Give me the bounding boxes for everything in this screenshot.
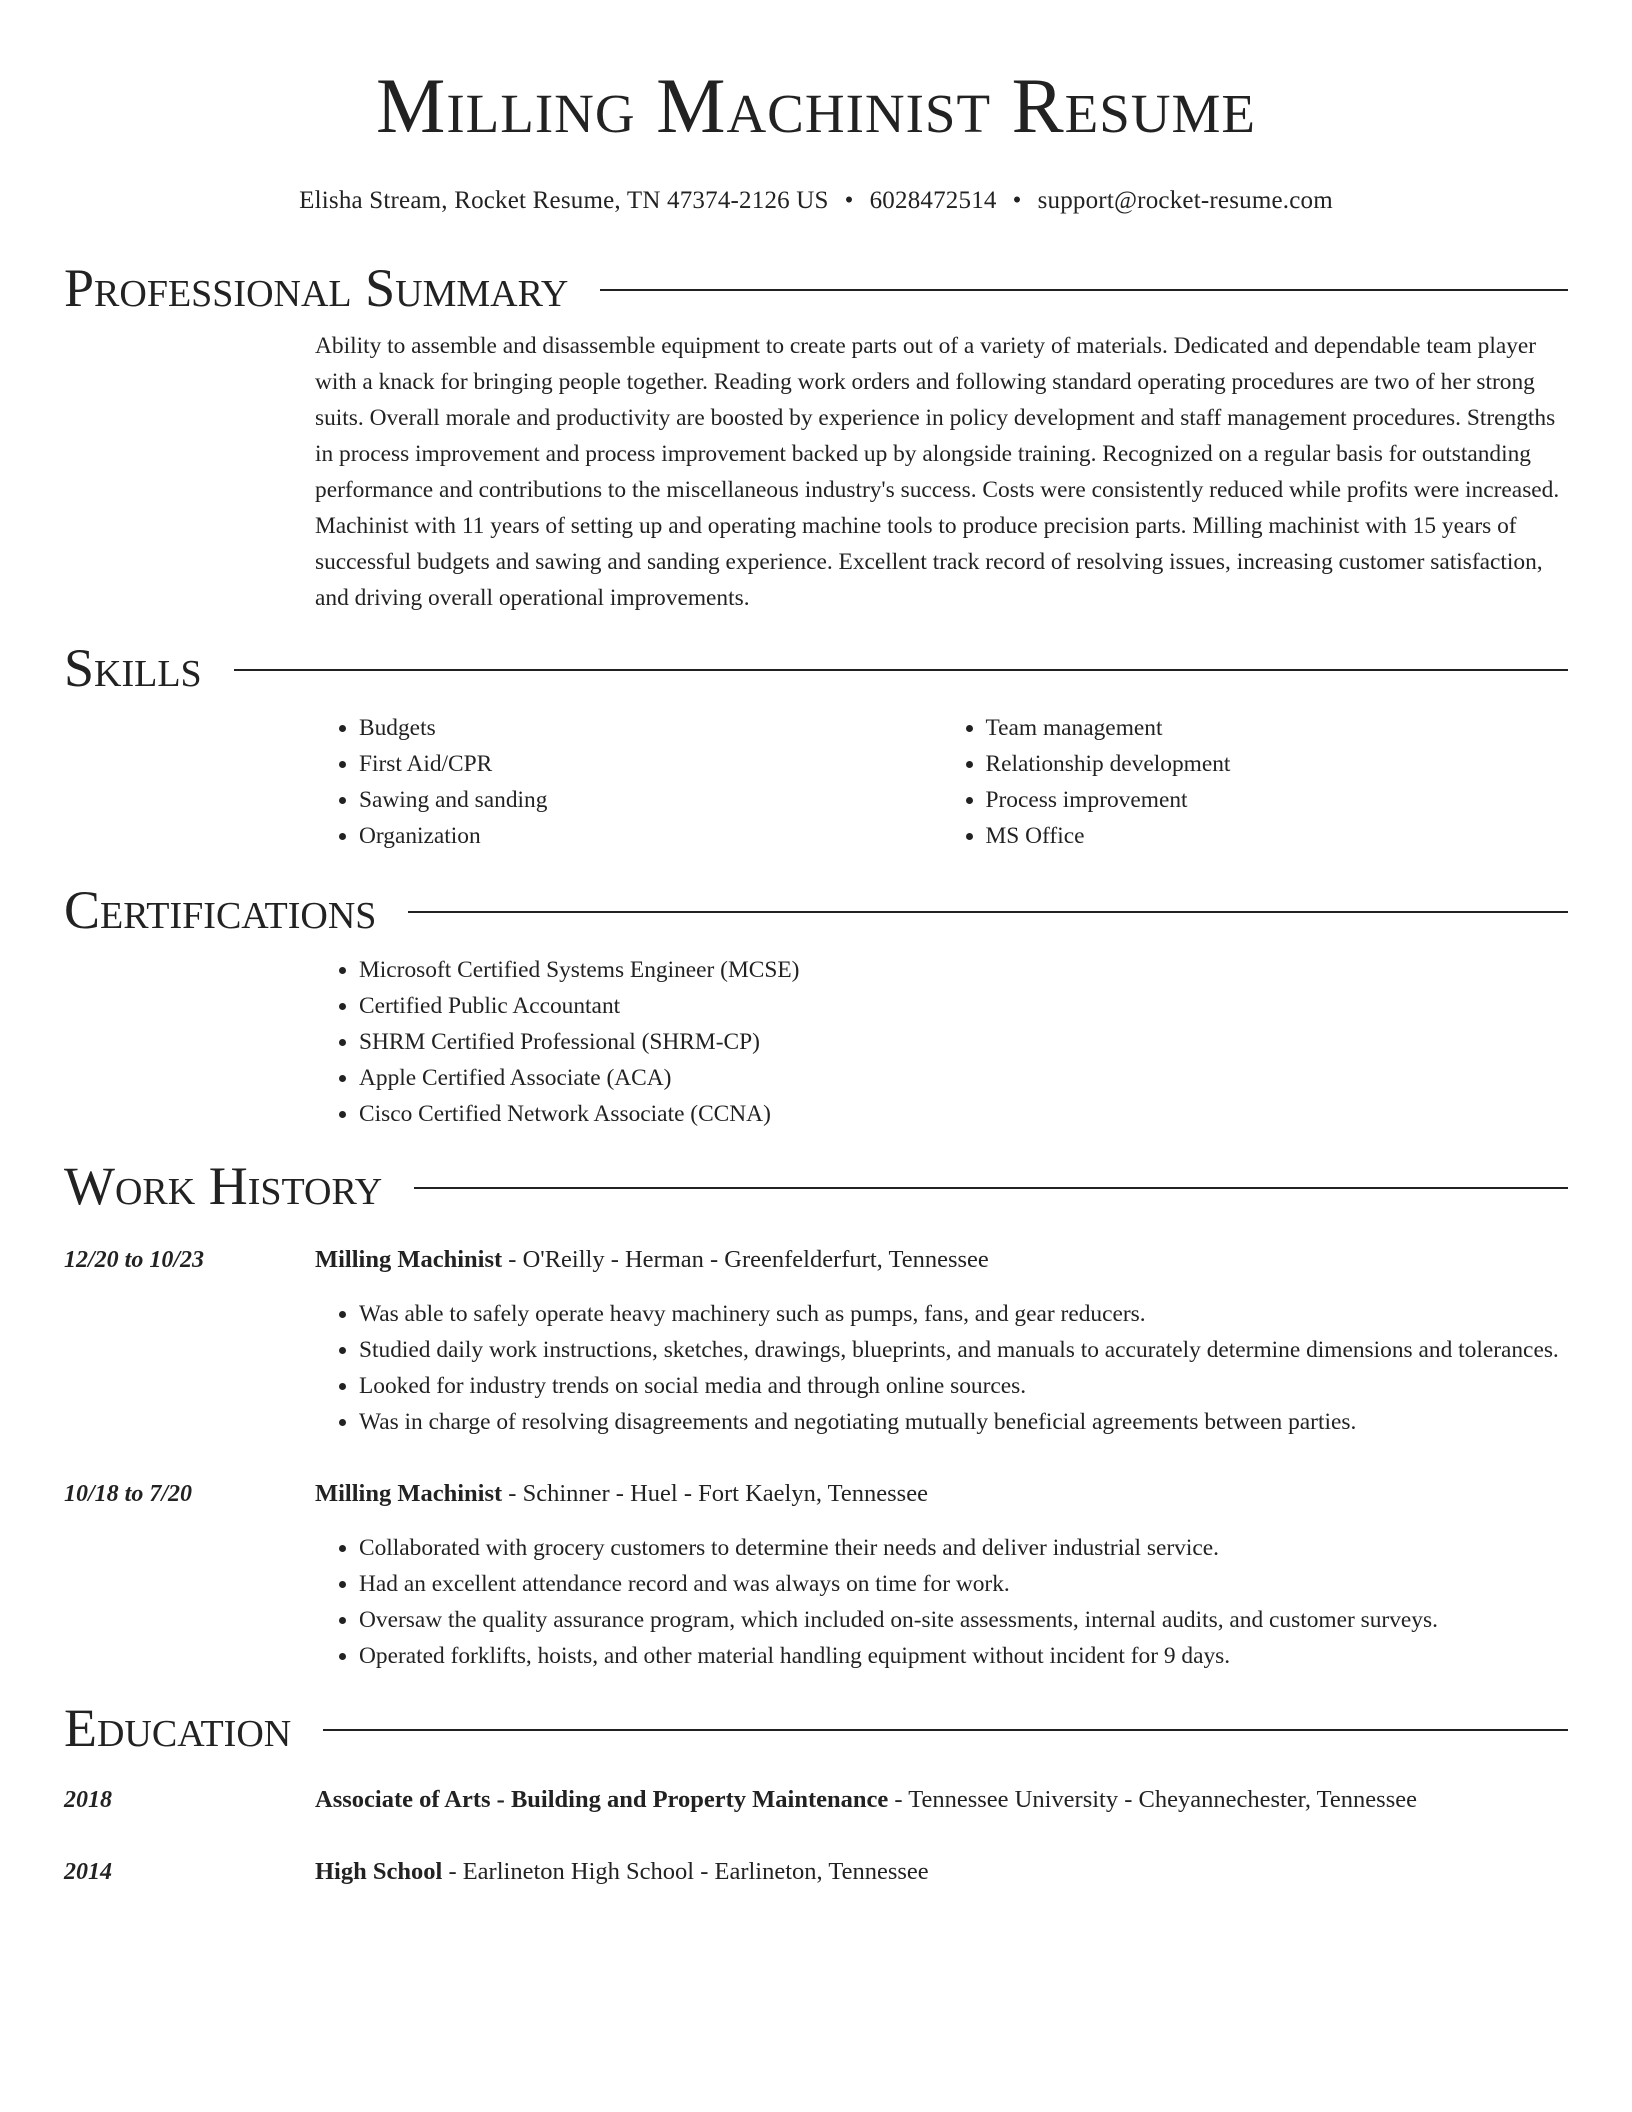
certifications-heading: Certifications bbox=[64, 880, 377, 940]
education-entry bbox=[64, 1854, 1568, 1890]
section-divider bbox=[600, 289, 1568, 291]
skill-item: • Sawing and sanding bbox=[359, 782, 942, 818]
job-details: - O'Reilly - Herman - Greenfelderfurt, Tennessee bbox=[502, 1246, 989, 1273]
work-history-section-header bbox=[64, 1154, 1568, 1218]
certification-item: • Microsoft Certified Systems Engineer (MCSE) bbox=[359, 952, 1568, 988]
contact-separator: • bbox=[844, 187, 854, 214]
resume-title: Milling Machinist Resume bbox=[375, 62, 1257, 149]
certification-item: • SHRM Certified Professional (SHRM-CP) bbox=[359, 1024, 1568, 1060]
contact-email: support@rocket-resume.com bbox=[1037, 187, 1333, 214]
job-bullet: • Collaborated with grocery customers to determine their needs and deliver industrial service. bbox=[359, 1530, 1568, 1566]
summary-section-header bbox=[64, 256, 1568, 320]
certifications-section-header bbox=[64, 878, 1568, 942]
section-divider bbox=[323, 1729, 1568, 1731]
skill-item: • Organization bbox=[359, 818, 942, 854]
job-title-line bbox=[315, 1476, 928, 1512]
job-bullets bbox=[315, 1530, 1568, 1674]
skill-item: • Process improvement bbox=[986, 782, 1569, 818]
contact-separator: • bbox=[1012, 187, 1022, 214]
job-header bbox=[64, 1242, 1568, 1278]
job-bullet: • Operated forklifts, hoists, and other material handling equipment without incident for 9 days. bbox=[359, 1638, 1568, 1674]
job-dates: 12/20 to 10/23 bbox=[64, 1247, 205, 1273]
certification-item: • Cisco Certified Network Associate (CCNA) bbox=[359, 1096, 1568, 1132]
section-divider bbox=[234, 669, 1568, 671]
section-divider bbox=[408, 911, 1568, 913]
skills-heading: Skills bbox=[64, 638, 202, 698]
contact-address: Elisha Stream, Rocket Resume, TN 47374-2126 US bbox=[299, 187, 829, 214]
job-title-line bbox=[315, 1242, 989, 1278]
job-dates: 10/18 to 7/20 bbox=[64, 1481, 193, 1507]
job-bullet: • Was in charge of resolving disagreements and negotiating mutually beneficial agreements between parties. bbox=[359, 1404, 1568, 1440]
skills-grid bbox=[315, 710, 1568, 854]
certification-item: • Apple Certified Associate (ACA) bbox=[359, 1060, 1568, 1096]
certifications-list bbox=[315, 952, 1568, 1132]
job-bullets bbox=[315, 1296, 1568, 1440]
education-year: 2014 bbox=[64, 1859, 112, 1885]
job-title: Milling Machinist bbox=[315, 1480, 503, 1507]
job-header bbox=[64, 1476, 1568, 1512]
contact-line bbox=[64, 184, 1568, 218]
job-title: Milling Machinist bbox=[315, 1246, 503, 1273]
education-line bbox=[315, 1782, 1417, 1818]
education-year: 2018 bbox=[64, 1787, 112, 1813]
job-entry bbox=[64, 1476, 1568, 1674]
summary-text: Ability to assemble and disassemble equipment to create parts out of a variety of materials. Dedicated and dependable team player with a knack for bringing people together. Reading work orders and following standard operating procedures are two of her strong suits. Overall morale and productivity are boosted by experience in policy development and staff management procedures. Strengths in process improvement and process improvement backed up by alongside training. Recognized on a regular basis for outstanding performance and contributions to the miscellaneous industry's success. Costs were consistently reduced while profits were increased. Machinist with 11 years of setting up and operating machine tools to produce precision parts. Milling machinist with 15 years of successful budgets and sawing and sanding experience. Excellent track record of resolving issues, increasing customer satisfaction, and driving overall operational improvements. bbox=[315, 333, 1560, 611]
skills-section-header bbox=[64, 636, 1568, 700]
skill-item: • First Aid/CPR bbox=[359, 746, 942, 782]
education-heading: Education bbox=[64, 1698, 292, 1758]
certification-item: • Certified Public Accountant bbox=[359, 988, 1568, 1024]
education-line bbox=[315, 1854, 929, 1890]
skills-list-left bbox=[315, 710, 942, 854]
education-degree: High School bbox=[315, 1858, 443, 1885]
skill-item: • MS Office bbox=[986, 818, 1569, 854]
skill-item: • Team management bbox=[986, 710, 1569, 746]
education-section-header bbox=[64, 1696, 1568, 1760]
summary-heading: Professional Summary bbox=[64, 258, 569, 318]
skills-list-right bbox=[942, 710, 1569, 854]
section-divider bbox=[414, 1187, 1568, 1189]
skill-item: • Budgets bbox=[359, 710, 942, 746]
skill-item: • Relationship development bbox=[986, 746, 1569, 782]
education-entry bbox=[64, 1782, 1568, 1818]
job-bullet: • Had an excellent attendance record and was always on time for work. bbox=[359, 1566, 1568, 1602]
education-degree: Associate of Arts - Building and Property Maintenance bbox=[315, 1786, 889, 1813]
job-bullet: • Looked for industry trends on social media and through online sources. bbox=[359, 1368, 1568, 1404]
contact-phone: 6028472514 bbox=[869, 187, 997, 214]
education-details: - Earlineton High School - Earlineton, Tennessee bbox=[442, 1858, 929, 1885]
education-details: - Tennessee University - Cheyannechester, Tennessee bbox=[888, 1786, 1417, 1813]
job-bullet: • Oversaw the quality assurance program, which included on-site assessments, internal audits, and customer surveys. bbox=[359, 1602, 1568, 1638]
work-history-heading: Work History bbox=[64, 1156, 383, 1216]
job-details: - Schinner - Huel - Fort Kaelyn, Tennessee bbox=[502, 1480, 928, 1507]
job-bullet: • Studied daily work instructions, sketches, drawings, blueprints, and manuals to accurately determine dimensions and tolerances. bbox=[359, 1332, 1568, 1368]
job-entry bbox=[64, 1242, 1568, 1440]
job-bullet: • Was able to safely operate heavy machinery such as pumps, fans, and gear reducers. bbox=[359, 1296, 1568, 1332]
